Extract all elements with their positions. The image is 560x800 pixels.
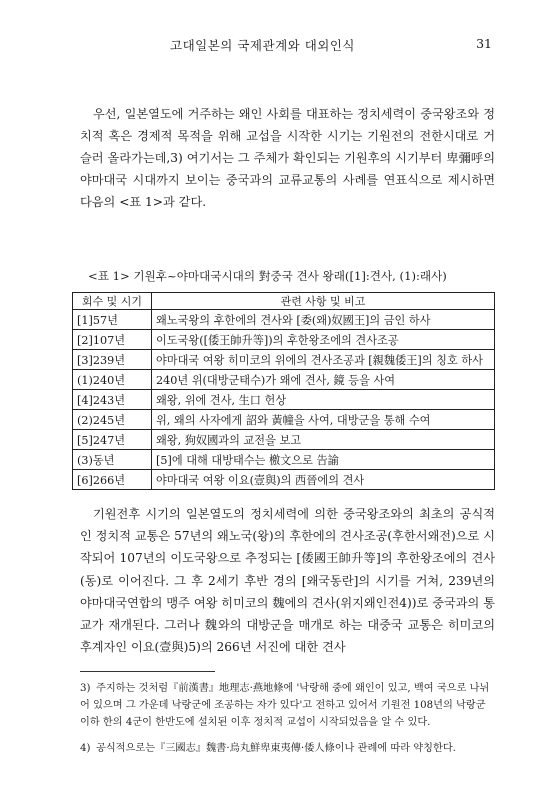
cell-details: 왜왕, 狗奴國과의 교전을 보고 bbox=[152, 430, 495, 450]
table-row bbox=[73, 310, 495, 330]
footnote-number: 4) bbox=[80, 743, 91, 754]
header-period: 회수 및 시기 bbox=[73, 293, 152, 310]
cell-period: [4]243년 bbox=[73, 390, 152, 410]
page-header bbox=[0, 36, 560, 56]
table-row bbox=[73, 330, 495, 350]
cell-period: (2)245년 bbox=[73, 410, 152, 430]
footnote-divider bbox=[80, 671, 215, 672]
body-paragraph-1: 우선, 일본열도에 거주하는 왜인 사회를 대표하는 정치세력이 중국왕조와 정치적 혹은 경제적 목적을 위해 교섭을 시작한 시기는 기원전의 전한시대로 거슬러 올라가는데,3) 여기서는 그 주체가 확인되는 기원후의 시기부터 卑彌呼의 야마대국 시대까지 보이는 중국과의 교류교통의 사례를 연표식으로 제시하면 다음의 <표 1>과 같다. bbox=[80, 107, 495, 209]
footnote-text: 공식적으로는『三國志』魏書·烏丸鮮卑東夷傳·倭人條이나 관례에 따라 약칭한다. bbox=[96, 743, 456, 754]
table-header-row bbox=[73, 293, 495, 310]
cell-details: 야마대국 여왕 이요(壹與)의 西晉에의 견사 bbox=[152, 470, 495, 490]
running-title: 고대일본의 국제관계와 대외인식 bbox=[170, 38, 355, 53]
table-row bbox=[73, 470, 495, 490]
cell-details: 야마대국 여왕 히미코의 위에의 견사조공과 [親魏倭王]의 칭호 하사 bbox=[152, 350, 495, 370]
cell-period: [5]247년 bbox=[73, 430, 152, 450]
footnote-4 bbox=[80, 740, 495, 757]
cell-period: [6]266년 bbox=[73, 470, 152, 490]
cell-details: [5]에 대해 대방태수는 檄文으로 告諭 bbox=[152, 450, 495, 470]
cell-details: 왜왕, 위에 견사, 生口 헌상 bbox=[152, 390, 495, 410]
table-row bbox=[73, 430, 495, 450]
table-row bbox=[73, 410, 495, 430]
footnote-text: 주지하는 것처럼『前漢書』地理志·燕地條에 '낙랑해 중에 왜인이 있고, 백여 국으로 나뉘어 있으며 그 가운데 낙랑군에 조공하는 자가 있다'고 전하고 있어서 기원전 108년의 낙랑군 이하 한의 4군이 한반도에 설치된 이후 정치적 교섭이 시작되었음을 알 수 있다. bbox=[80, 683, 490, 728]
footnote-3 bbox=[80, 680, 495, 731]
table-row bbox=[73, 450, 495, 470]
body-paragraph-2: 기원전후 시기의 일본열도의 정치세력에 의한 중국왕조와의 최초의 공식적인 정치적 교통은 57년의 왜노국(왕)의 후한에의 견사조공(후한서왜전)으로 시작되어 107년의 이도국왕으로 추정되는 [倭國王帥升等]의 후한왕조에의 견사(동)로 이어진다. 그 후 2세기 후반 경의 [왜국동란]의 시기를 거쳐, 239년의 야마대국연합의 맹주 여왕 히미코의 魏에의 견사(위지왜인전4))로 중국과의 통교가 재개된다. 그러나 魏와의 대방군을 매개로 하는 대중국 교통은 히미코의 후계자인 이요(壹與)5)의 266년 서진에 대한 견사 bbox=[80, 507, 495, 655]
cell-period: [3]239년 bbox=[73, 350, 152, 370]
cell-details: 이도국왕([倭王帥升等])의 후한왕조에의 견사조공 bbox=[152, 330, 495, 350]
cell-details: 위, 왜의 사자에게 詔와 黃幢을 사여, 대방군을 통해 수여 bbox=[152, 410, 495, 430]
table-row bbox=[73, 390, 495, 410]
cell-period: (1)240년 bbox=[73, 370, 152, 390]
table-caption: <표 1> 기원후~야마대국시대의 對중국 견사 왕래([1]:견사, (1):래사) bbox=[88, 269, 447, 283]
cell-details: 왜노국왕의 후한에의 견사와 [委(왜)奴國王]의 금인 하사 bbox=[152, 310, 495, 330]
cell-details: 240년 위(대방군태수)가 왜에 견사, 鏡 등을 사여 bbox=[152, 370, 495, 390]
header-details: 관련 사항 및 비고 bbox=[152, 293, 495, 310]
cell-period: [2]107년 bbox=[73, 330, 152, 350]
footnote-number: 3) bbox=[80, 683, 91, 694]
cell-period: (3)동년 bbox=[73, 450, 152, 470]
table-row bbox=[73, 350, 495, 370]
exchange-table bbox=[72, 292, 495, 490]
cell-period: [1]57년 bbox=[73, 310, 152, 330]
table-row bbox=[73, 370, 495, 390]
page-number: 31 bbox=[476, 36, 492, 51]
